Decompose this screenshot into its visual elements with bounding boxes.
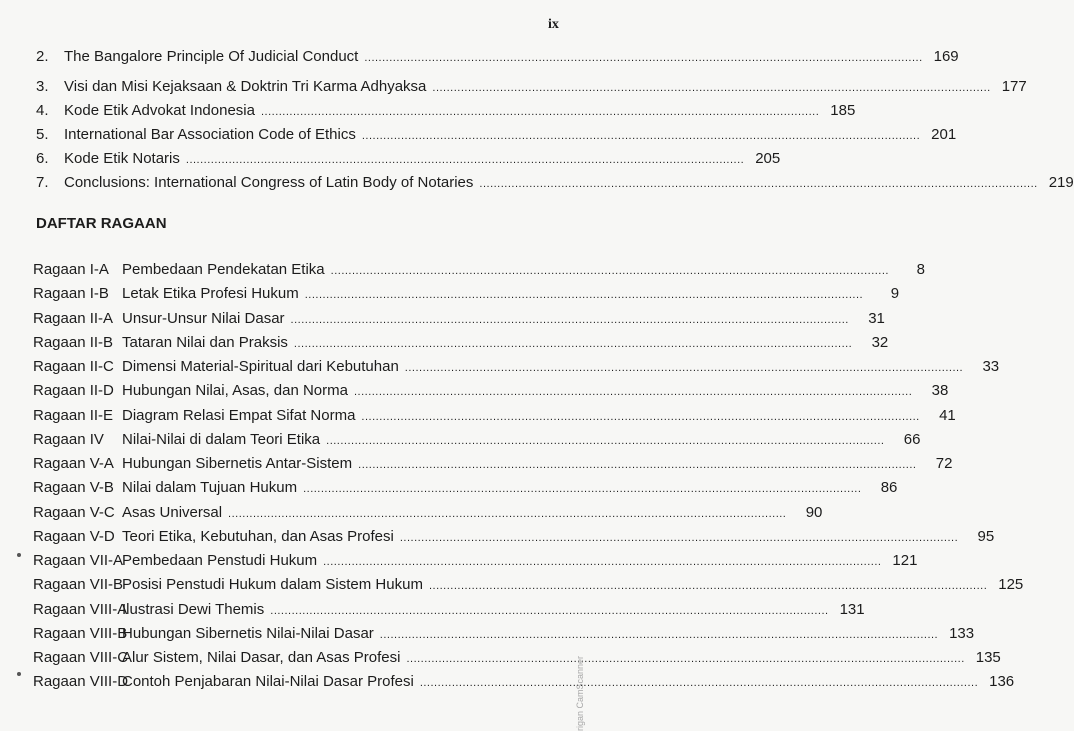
figure-row [33,430,921,448]
figure-page: 66 [903,430,921,448]
appendix-title: Conclusions: International Congress of Latin Body of Notaries [64,174,474,191]
dot-leader: ............................................................................................................................................................. [404,362,964,374]
figure-code: Ragaan V-B [33,479,114,497]
figure-page: 8 [916,261,925,278]
figure-page: 131 [839,600,865,618]
dot-leader: ............................................................................................................................................................. [326,434,885,447]
figure-page: 32 [871,333,889,351]
figure-title: Letak Etika Profesi Hukum [122,285,299,303]
margin-mark [17,553,21,557]
appendix-row [36,174,1074,191]
figure-page: 125 [998,576,1024,594]
figure-code: Ragaan II-D [33,382,114,400]
figure-row [33,358,1000,375]
figure-code: Ragaan I-B [33,285,109,303]
figure-page: 33 [982,358,1000,375]
figure-title: Unsur-Unsur Nilai Dasar [122,309,285,327]
figure-title: Ilustrasi Dewi Themis [122,600,265,618]
figure-title: Tataran Nilai dan Praksis [122,333,288,351]
figure-row [33,261,925,278]
dot-leader: ............................................................................................................................................................. [479,178,1038,190]
appendix-number: 6. [36,150,49,167]
dot-leader: ............................................................................................................................................................. [323,556,882,568]
figure-code: Ragaan VIII-B [33,624,128,642]
figure-title: Hubungan Nilai, Asas, dan Norma [122,382,348,400]
figure-page: 9 [890,285,900,303]
appendix-page: 169 [933,48,959,65]
figure-code: Ragaan II-B [33,333,114,351]
figure-code: Ragaan VIII-A [33,600,128,618]
dot-leader: ............................................................................................................................................................. [270,604,829,617]
appendix-row [36,78,1027,95]
appendix-title: Kode Etik Notaris [64,150,180,167]
dot-leader: ............................................................................................................................................................. [290,313,849,326]
figure-page: 41 [939,406,956,424]
dot-leader: ............................................................................................................................................................. [304,289,864,302]
figure-row [33,406,956,424]
dot-leader: ............................................................................................................................................................. [364,52,923,64]
figure-row [33,552,918,569]
figure-page: 136 [989,673,1015,691]
figure-title: Asas Universal [122,503,223,521]
dot-leader: ............................................................................................................................................................. [228,507,787,520]
figure-title: Pembedaan Penstudi Hukum [122,552,318,569]
appendix-title: Kode Etik Advokat Indonesia [64,102,255,119]
dot-leader: ............................................................................................................................................................. [330,265,889,277]
figure-row [33,527,995,545]
figure-title: Dimensi Material-Spiritual dari Kebutuhan [122,358,399,375]
figure-page: 95 [977,527,995,545]
figure-code: Ragaan II-E [33,406,114,424]
appendix-title: The Bangalore Principle Of Judicial Conduct [64,48,359,65]
appendix-page: 185 [830,102,856,119]
figure-code: Ragaan V-C [33,503,115,521]
figure-row [33,503,823,521]
dot-leader: ............................................................................................................................................................. [361,130,921,142]
dot-leader: ............................................................................................................................................................. [428,580,988,593]
figure-title: Diagram Relasi Empat Sifat Norma [122,406,356,424]
appendix-title: International Bar Association Code of Ethics [64,126,356,143]
dot-leader: ............................................................................................................................................................. [361,410,920,423]
figure-title: Alur Sistem, Nilai Dasar, dan Asas Profesi [122,649,401,666]
dot-leader: ............................................................................................................................................................. [293,337,853,350]
appendix-number: 4. [36,102,49,119]
appendix-row [36,48,959,65]
margin-mark [17,672,21,676]
figure-title: Nilai-Nilai di dalam Teori Etika [122,430,321,448]
appendix-title: Visi dan Misi Kejaksaan & Doktrin Tri Karma Adhyaksa [64,78,427,95]
figure-code: Ragaan VIII-C [33,649,129,666]
appendix-row [36,150,781,167]
figure-code: Ragaan II-C [33,358,114,375]
figure-title: Hubungan Sibernetis Nilai-Nilai Dasar [122,624,374,642]
dot-leader: ............................................................................................................................................................. [303,483,862,496]
appendix-number: 7. [36,174,49,191]
dot-leader: ............................................................................................................................................................. [353,386,913,399]
figure-code: Ragaan VIII-D [33,673,129,691]
figure-row [33,649,1001,666]
figure-page: 121 [892,552,918,569]
figure-page: 133 [949,624,975,642]
section-heading: DAFTAR RAGAAN [36,215,167,232]
figure-title: Pembedaan Pendekatan Etika [122,261,325,278]
appendix-page: 205 [755,150,781,167]
appendix-number: 2. [36,48,49,65]
figure-code: Ragaan V-A [33,455,114,472]
appendix-page: 201 [931,126,957,143]
figure-title: Nilai dalam Tujuan Hukum [122,479,298,497]
dot-leader: ............................................................................................................................................................. [432,82,991,94]
figure-row [33,624,975,642]
dot-leader: ............................................................................................................................................................. [419,677,979,690]
scanner-watermark: rigan CamScanner [575,655,585,731]
dot-leader: ............................................................................................................................................................. [185,154,745,166]
figure-title: Posisi Penstudi Hukum dalam Sistem Hukum [122,576,423,594]
figure-code: Ragaan V-D [33,527,115,545]
figure-code: Ragaan VII-B [33,576,124,594]
appendix-number: 5. [36,126,49,143]
figure-title: Hubungan Sibernetis Antar-Sistem [122,455,353,472]
figure-page: 31 [868,309,885,327]
figure-row [33,600,865,618]
appendix-page: 219 [1048,174,1074,191]
appendix-page: 177 [1001,78,1027,95]
dot-leader: ............................................................................................................................................................. [358,459,917,471]
figure-row [33,333,889,351]
appendix-row [36,126,957,143]
figure-row [33,576,1024,594]
appendix-row [36,102,856,119]
figure-page: 90 [805,503,823,521]
figure-title: Contoh Penjabaran Nilai-Nilai Dasar Profesi [122,673,414,691]
figure-code: Ragaan IV [33,430,104,448]
figure-row [33,673,1015,691]
dot-leader: ............................................................................................................................................................. [379,628,939,641]
figure-row [33,309,885,327]
figure-row [33,479,898,497]
figure-row [33,285,900,303]
figure-page: 86 [880,479,898,497]
figure-page: 38 [931,382,949,400]
dot-leader: ............................................................................................................................................................. [260,106,820,118]
figure-code: Ragaan II-A [33,309,114,327]
figure-page: 72 [935,455,953,472]
figure-code: Ragaan VII-A [33,552,124,569]
figure-title: Teori Etika, Kebutuhan, dan Asas Profesi [122,527,394,545]
figure-code: Ragaan I-A [33,261,109,278]
page-number: ix [548,17,559,32]
figure-row [33,455,953,472]
appendix-number: 3. [36,78,49,95]
dot-leader: ............................................................................................................................................................. [399,531,959,544]
figure-page: 135 [975,649,1001,666]
dot-leader: ............................................................................................................................................................. [406,653,965,665]
figure-row [33,382,949,400]
